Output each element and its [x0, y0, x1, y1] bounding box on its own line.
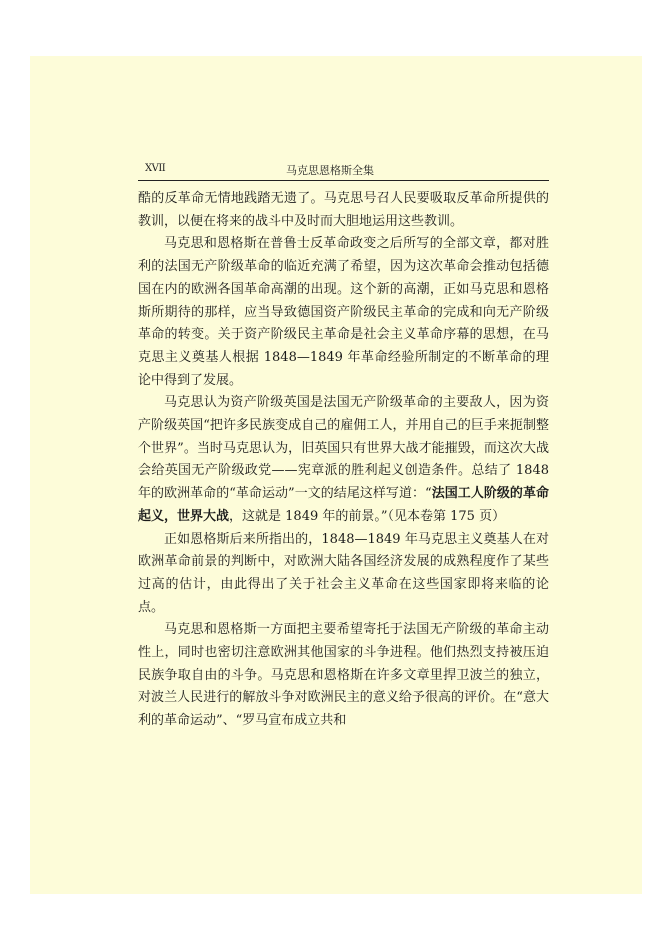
body-text [138, 188, 549, 733]
paragraph-3-text-end: ，这就是 1849 年的前景。”（见本卷第 175 页） [229, 508, 506, 524]
paragraph-3-text: 马克思认为资产阶级英国是法国无产阶级革命的主要敌人，因为资产阶级英国“把许多民族变成自己的雇佣工人，并用自己的巨手来扼制整个世界”。当时马克思认为，旧英国只有世界大战才能摧毁，而这次大战会给英国无产阶级政党——宪章派的胜利起义创造条件。总结了 1848 年的欧洲革命的“革命运动”一文的结尾这样写道：“ [138, 395, 549, 502]
paragraph-2: 马克思和恩格斯在普鲁士反革命政变之后所写的全部文章，都对胜利的法国无产阶级革命的临近充满了希望，因为这次革命会推动包括德国在内的欧洲各国革命高潮的出现。这个新的高潮，正如马克思和恩格斯所期待的那样，应当导致德国资产阶级民主革命的完成和向无产阶级革命的转变。关于资产阶级民主革命是社会主义革命序幕的思想，在马克思主义奠基人根据 1848—1849 年革命经验所制定的不断革命的理论中得到了发展。 [138, 236, 549, 388]
page-number: XVII [145, 163, 166, 174]
emphasized-quote: 法国工人阶级的革命起义，世界大战 [138, 486, 549, 524]
running-header [138, 160, 549, 181]
paragraph-3 [138, 392, 549, 528]
paragraph-4: 正如恩格斯后来所指出的，1848—1849 年马克思主义奠基人在对欧洲革命前景的判断中，对欧洲大陆各国经济发展的成熟程度作了某些过高的估计，由此得出了关于社会主义革命在这些国家即将来临的论点。 [138, 531, 549, 615]
paragraph-1: 酷的反革命无情地践踏无遗了。马克思号召人民要吸取反革命所提供的教训，以便在将来的战斗中及时而大胆地运用这些教训。 [138, 191, 549, 229]
running-title: 马克思恩格斯全集 [286, 164, 374, 177]
paragraph-5: 马克思和恩格斯一方面把主要希望寄托于法国无产阶级的革命主动性上，同时也密切注意欧洲其他国家的斗争进程。他们热烈支持被压迫民族争取自由的斗争。马克思和恩格斯在许多文章里捍卫波兰的独立，对波兰人民进行的解放斗争对欧洲民主的意义给予很高的评价。在“意大利的革命运动”、“罗马宣布成立共和 [138, 622, 549, 729]
